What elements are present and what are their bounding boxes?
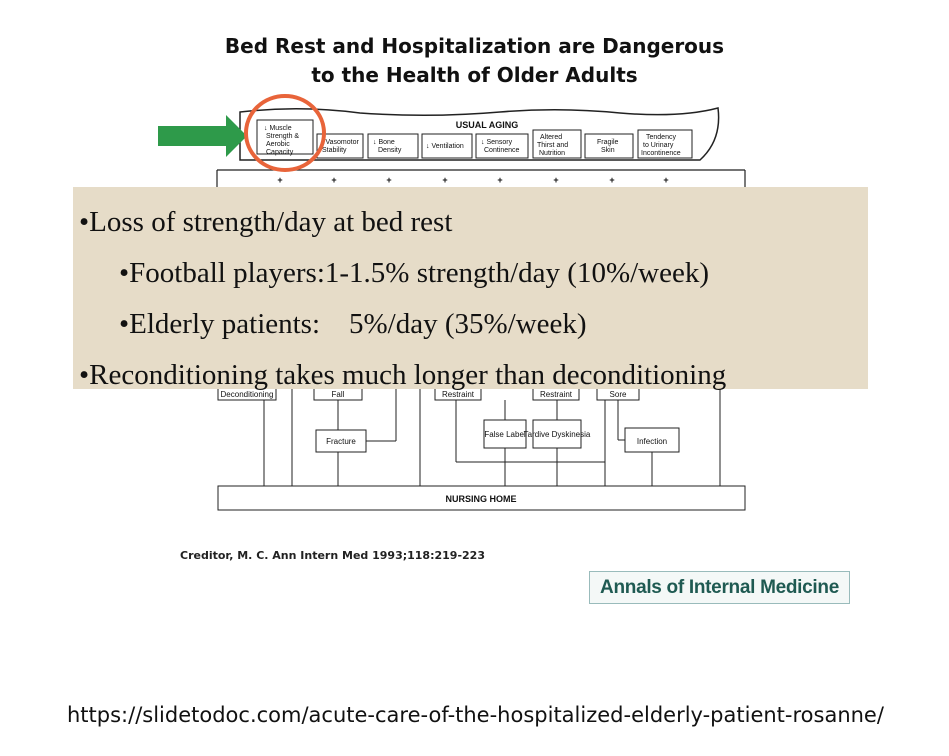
fall-label: Fall [331,390,345,399]
plus-signs [277,175,668,185]
plus-sign: + [386,175,392,185]
aging-box-bone-label: ↓ Bone Density [373,139,402,154]
aging-box-ventilation-label: ↓ Ventilation [426,143,464,150]
aging-box-skin-label: Fragile Skin [597,139,619,154]
annals-logo-text: Annals of Internal Medicine [600,576,839,598]
plus-sign: + [277,175,283,185]
aging-box-sensory-label: ↓ Sensory Continence [481,139,520,154]
aging-box-muscle-label: ↓ Muscle Strength & Aerobic Capacity [264,125,300,156]
source-url[interactable]: https://slidetodoc.com/acute-care-of-the-hospitalized-elderly-patient-rosanne/ [67,703,884,727]
plus-sign: + [553,175,559,185]
plus-sign: + [331,175,337,185]
green-arrow [158,115,247,157]
aging-box-sensory [476,134,528,158]
false-label-text: False Label [484,430,526,439]
nursing-home-label: NURSING HOME [445,494,517,504]
plus-sign: + [442,175,448,185]
aging-box-urinary-label: Tendency to Urinary Incontinence [641,134,681,157]
aging-box-vasomotor-label: ↓Vasomotor Stability [322,139,359,154]
infection-label: Infection [636,437,668,446]
bullet-reconditioning: •Reconditioning takes much longer than deconditioning [79,359,727,391]
aging-box-bone [368,134,418,158]
tardive-label: Tardive Dyskinesia [523,430,591,439]
lower-flow [218,386,745,510]
restraint-right-label: Restraint [539,390,573,399]
bullet-elderly-patients: •Elderly patients: 5%/day (35%/week) [119,308,587,340]
title-line-1: Bed Rest and Hospitalization are Dangerous [224,34,725,58]
plus-sign: + [663,175,669,185]
restraint-left-label: Restraint [441,390,475,399]
deconditioning-label: Deconditioning [220,390,274,399]
aging-box-skin [585,134,633,158]
key-points-overlay [73,187,868,389]
aging-box-thirst-label: Altered Thirst and Nutrition [537,134,569,157]
bullet-loss-of-strength: •Loss of strength/day at bed rest [79,206,453,238]
bullet-football-players: •Football players:1-1.5% strength/day (10%/week) [119,257,710,289]
title-line-2: to the Health of Older Adults [311,63,638,87]
plus-sign: + [609,175,615,185]
citation: Creditor, M. C. Ann Intern Med 1993;118:219-223 [180,549,485,562]
fracture-label: Fracture [326,437,356,446]
plus-sign: + [497,175,503,185]
annals-logo [589,571,850,604]
sore-label: Sore [609,390,627,399]
usual-aging-label: USUAL AGING [455,120,519,130]
